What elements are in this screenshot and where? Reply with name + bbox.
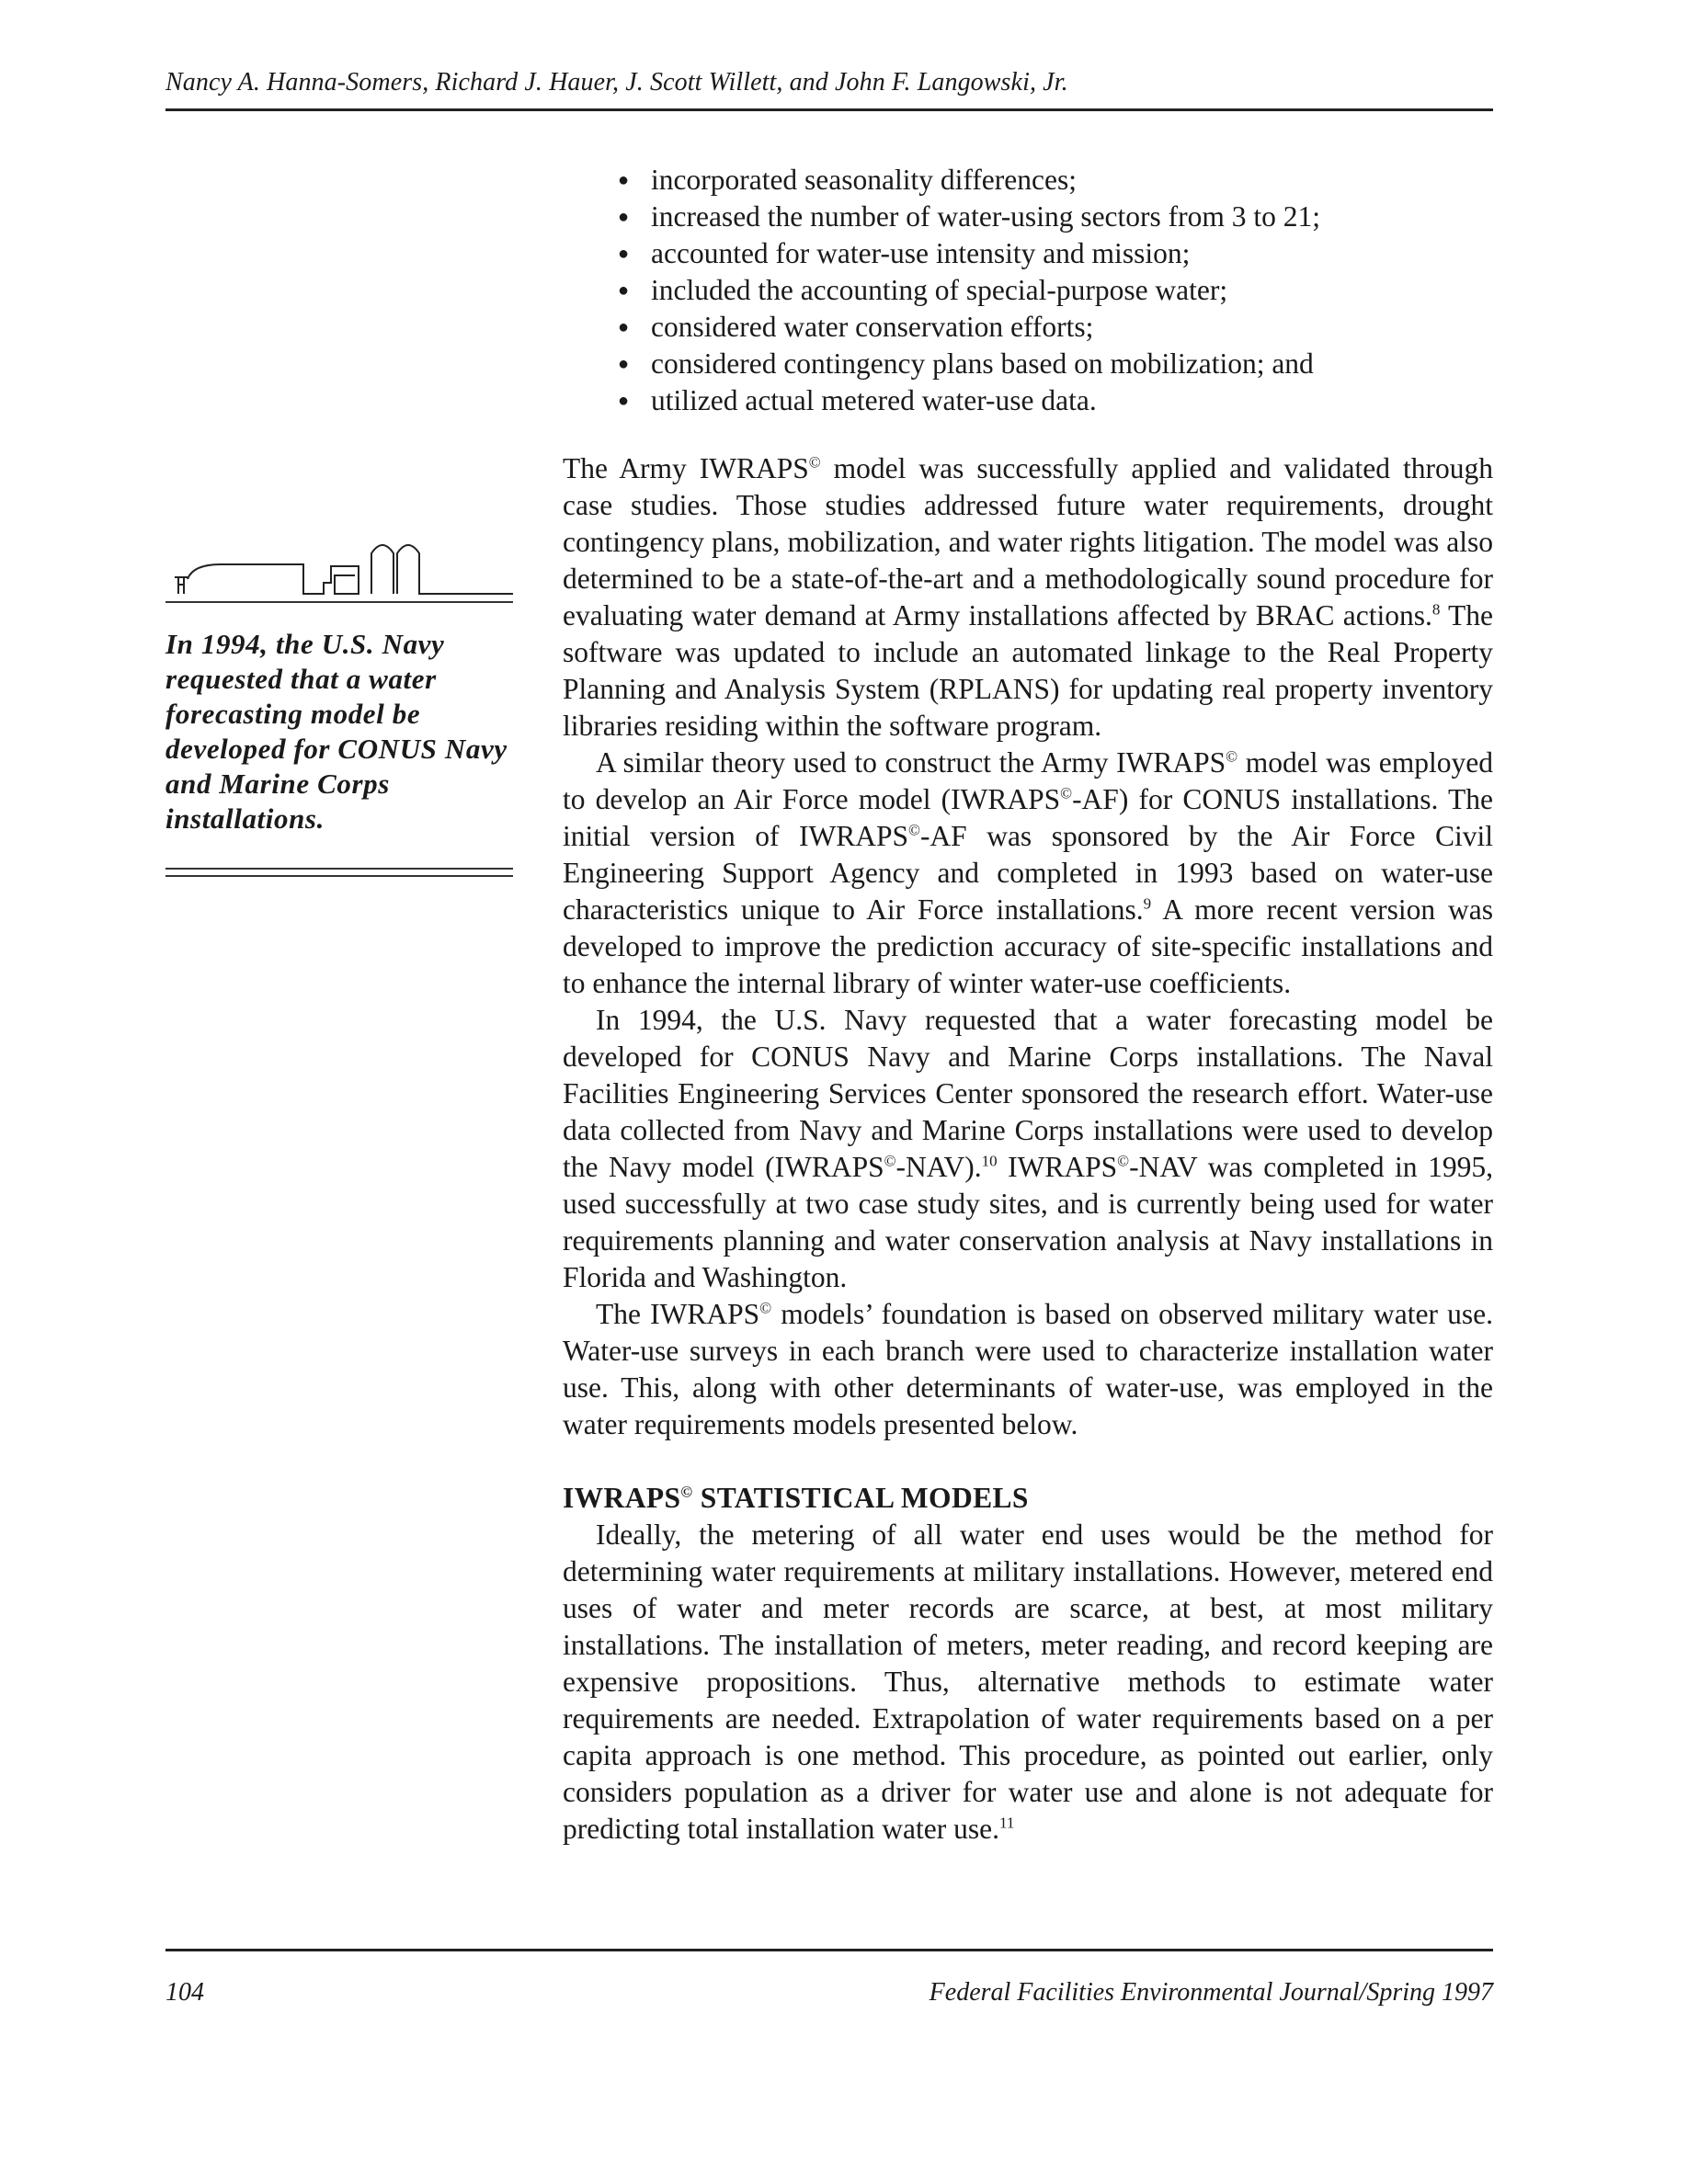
page-number: 104: [165, 1978, 204, 2007]
sidebar: [165, 524, 513, 877]
list-item: ● considered water conservation efforts;: [618, 309, 1493, 346]
footnote-ref: 11: [999, 1814, 1015, 1832]
running-head: Nancy A. Hanna-Somers, Richard J. Hauer, J. Scott Willett, and John F. Langowski, Jr.: [165, 68, 1068, 97]
paragraph-air-force-model: A similar theory used to construct the Army IWRAPS© model was employed to develop an Air Force model (IWRAPS©-AF) for CONUS installations. The initial version of IWRAPS©-AF was sponsored by the Air Force Civil Engineering Support Agency and completed in 1993 based on water-use characteristics unique to Air Force installations.$^9$ A more recent version was developed to improve the prediction accuracy of site-specific installations and to enhance the internal library of winter water-use coefficients.: [563, 746, 1493, 999]
main-text: [563, 162, 1493, 1848]
list-item: ● increased the number of water-using sectors from 3 to 21;: [618, 199, 1493, 235]
water-system-schematic-icon: [165, 524, 513, 597]
list-item: ● considered contingency plans based on mobilization; and: [618, 346, 1493, 382]
footer-rule: [165, 1949, 1493, 1951]
footnote-ref: 9: [1143, 894, 1152, 913]
footnote-ref: 10: [981, 1152, 998, 1170]
section-heading: IWRAPS© STATISTICAL MODELS: [563, 1482, 1029, 1514]
list-item: ● incorporated seasonality differences;: [618, 162, 1493, 199]
list-item: ● utilized actual metered water-use data.: [618, 382, 1493, 419]
paragraph-navy-model: In 1994, the U.S. Navy requested that a water forecasting model be developed for CONUS Navy and Marine Corps installations. The Naval Facilities Engineering Services Center sponsored the research effort. Water-use data collected from Navy and Marine Corps installations were used to develop the Navy model (IWRAPS©-NAV).$^{10}$ IWRAPS©-NAV was completed in 1995, used successfully at two case study sites, and is currently being used for water requirements planning and water conservation analysis at Navy installations in Florida and Washington.: [563, 1004, 1493, 1293]
footnote-ref: 8: [1431, 600, 1441, 619]
pull-quote: In 1994, the U.S. Navy requested that a water forecasting model be developed for CONUS Navy and Marine Corps installations.: [165, 628, 508, 835]
paragraph-foundation: The IWRAPS© models’ foundation is based on observed military water use. Water-use surveys in each branch were used to characterize installation water use. This, along with other determinants of water-use, was employed in the water requirements models presented below.: [563, 1298, 1493, 1440]
journal-footer: Federal Facilities Environmental Journal/Spring 1997: [929, 1978, 1493, 2007]
header-rule: [165, 108, 1493, 111]
list-item: ● included the accounting of special-purpose water;: [618, 272, 1493, 309]
sidebar-double-rule: [165, 868, 513, 877]
paragraph-statistical-models: Ideally, the metering of all water end uses would be the method for determining water requirements at military installations. However, metered end uses of water and meter records are scarce, at best, at most military installations. The installation of meters, meter reading, and record keeping are expensive propositions. Thus, alternative methods to estimate water requirements are needed. Extrapolation of water requirements based on a per capita approach is one method. This procedure, as pointed out earlier, only considers population as a driver for water use and alone is not adequate for predicting total installation water use.$^{11}$: [563, 1519, 1493, 1845]
list-item: ● accounted for water-use intensity and mission;: [618, 235, 1493, 272]
sidebar-rule: [165, 601, 513, 603]
bullet-list: [563, 162, 1493, 419]
paragraph-army-model: The Army IWRAPS© model was successfully applied and validated through case studies. Those studies addressed future water requirements, drought contingency plans, mobilization, and water rights litigation. The model was also determined to be a state-of-the-art and a methodologically sound procedure for evaluating water demand at Army installations affected by BRAC actions.$^8$ The software was updated to include an automated linkage to the Real Property Planning and Analysis System (RPLANS) for updating real property inventory libraries residing within the software program.: [563, 452, 1493, 742]
